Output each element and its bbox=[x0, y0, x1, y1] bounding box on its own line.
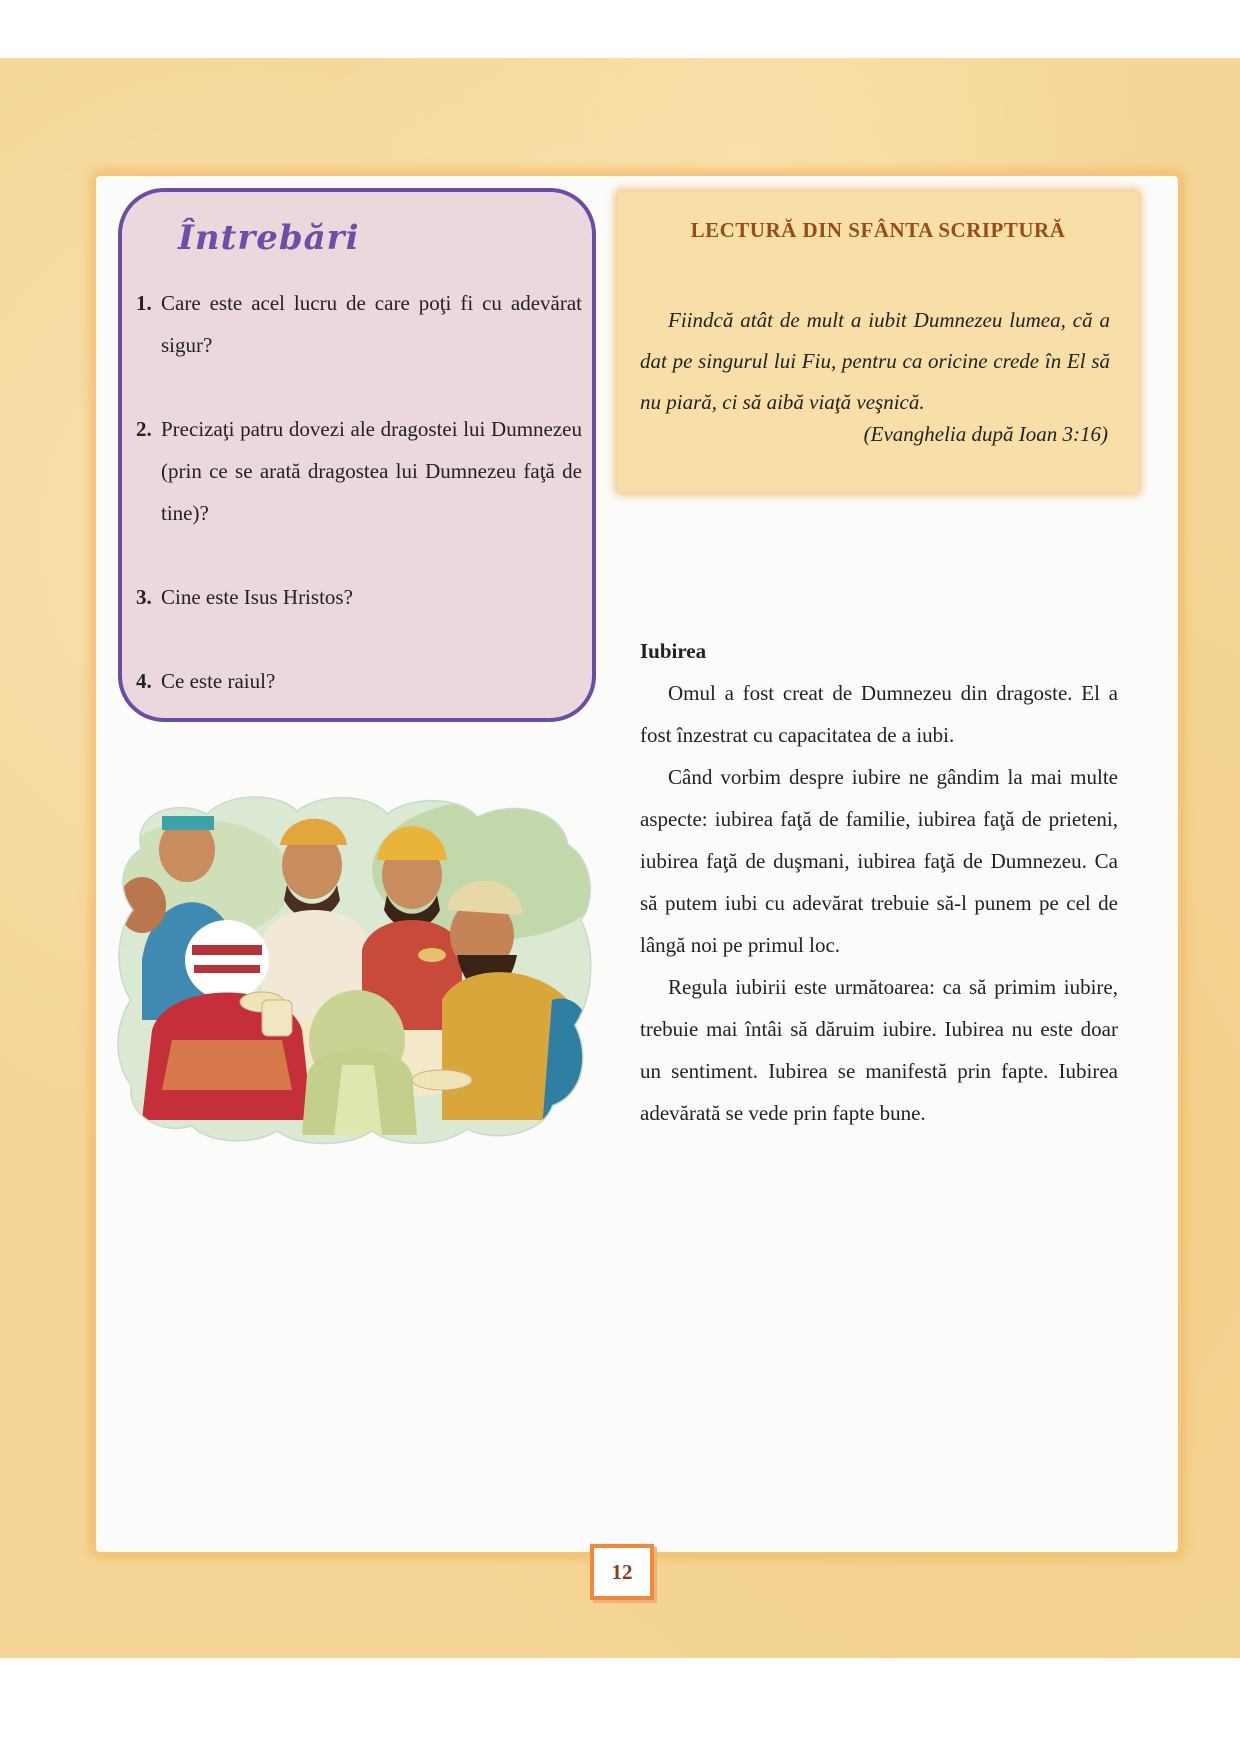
question-text: Care este acel lucru de care poţi fi cu adevărat sigur? bbox=[161, 291, 582, 357]
article-paragraph: Regula iubirii este următoarea: ca să primim iubire, trebuie mai întâi să dăruim iubire. Iubirea nu este doar un sentiment. Iubirea se manifestă prin fapte. Iubirea adevărată se vede prin fapte bune. bbox=[640, 975, 1118, 1125]
question-item bbox=[136, 576, 582, 618]
question-number: 1. bbox=[136, 291, 152, 315]
question-text: Precizaţi patru dovezi ale dragostei lui Dumnezeu (prin ce se arată dragostea lui Dumnezeu faţă de tine)? bbox=[161, 417, 582, 525]
question-text: Cine este Isus Hristos? bbox=[161, 585, 353, 609]
last-supper-illustration bbox=[112, 790, 598, 1150]
page-number: 12 bbox=[590, 1544, 654, 1600]
question-number: 2. bbox=[136, 417, 152, 441]
scripture-reading-box bbox=[618, 192, 1138, 492]
love-article bbox=[640, 630, 1118, 1134]
question-number: 4. bbox=[136, 669, 152, 693]
question-item bbox=[136, 660, 582, 702]
question-text: Ce este raiul? bbox=[161, 669, 276, 693]
question-item bbox=[136, 408, 582, 534]
questions-title: Întrebări bbox=[178, 218, 360, 258]
question-number: 3. bbox=[136, 585, 152, 609]
questions-list bbox=[136, 282, 582, 702]
article-paragraph: Când vorbim despre iubire ne gândim la mai multe aspecte: iubirea faţă de familie, iubirea faţă de prieteni, iubirea faţă de duşmani, iubirea faţă de Dumnezeu. Ca să putem iubi cu adevărat trebuie să-l punem pe cel de lângă noi pe primul loc. bbox=[640, 765, 1118, 957]
questions-box bbox=[118, 188, 596, 722]
scripture-reference: (Evanghelia după Ioan 3:16) bbox=[863, 422, 1108, 446]
scripture-verse: Fiindcă atât de mult a iubit Dumnezeu lumea, că a dat pe singurul lui Fiu, pentru ca oricine crede în El să nu piară, ci să aibă viaţă veşnică. bbox=[640, 308, 1110, 414]
article-heading: Iubirea bbox=[640, 639, 707, 663]
scripture-reading-title: LECTURĂ DIN SFÂNTA SCRIPTURĂ bbox=[690, 218, 1066, 242]
article-paragraph: Omul a fost creat de Dumnezeu din dragoste. El a fost înzestrat cu capacitatea de a iubi. bbox=[640, 681, 1118, 747]
question-item bbox=[136, 282, 582, 366]
